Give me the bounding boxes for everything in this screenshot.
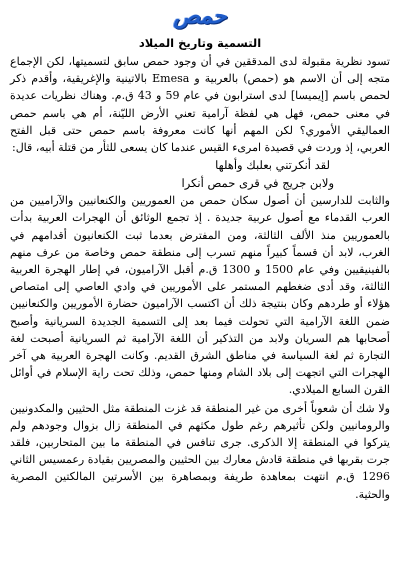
paragraph-invaders: ولا شك أن شعوباً أخرى من غير المنطقة قد غزت المنطقة مثل الحثيين والمكدونيين والرومانيين ولكن تأثيرهم رغم طول مكثهم في المنطقة زال بزوال وجودهم ولم يتركوا في المنطقة إلا الذكرى. جرى تنافس في المنطقة ما بين المتحاربين، فلقد جرت بقربها في منطقة قادش معارك بين الحثيين والمصريين بقيادة رعمسيس الثاني 1296 ق.م انتهت بمعاهدة طريفة وبمصاهرة بين الأسرتين المالكتين المصرية والحثية. bbox=[10, 401, 390, 501]
poem-verse-second: ولابن جريج في قرى حمص أنكرا bbox=[181, 176, 334, 191]
document-title: حمص bbox=[173, 4, 227, 29]
paragraph-naming: تسود نظرية مقبولة لدى المدققين في أن وجود حمص سابق لتسميتها، لكن الإجماع متجه إلى أن الاسم هو (حمص) بالعربية و Emesa بالاتينية والإغريقية، وأقدم ذكر لحمص باسم [إيميسا] لدى استرابون في عام 59 و 43 ق.م. وهناك نظريات عديدة في معنى حمص، فهل هي لفظة آرامية تعني الأرض الليّنة، أم هي باسم حمص العماليقي الأموري؟ لكن المهم أنها كانت معروفة باسم حمص حتى قبل الفتح العربي، إذ وردت في قصيدة امرىء القيس عندما كان يسعى للثأر من قتلة أبيه، قال: bbox=[10, 55, 390, 155]
poem-verse-first: لقد أنكرتني بعلبك وأهلها bbox=[215, 158, 330, 173]
paragraph-origins: والثابت للدارسين أن أصول سكان حمص من العموريين والكنعانيين والآراميين من العرب القدماء مع أصول عربية جديدة . إذ تجمع الوثائق أن الهجرات العربية بدأت بالعموريين منذ الألف الثالثة، ومن المفترض بعدما ثبت الكنعانيون أقدامهم في الغرب، لابد أن قسماً كبيراً منهم تسرب إلى منطقة حمص وخاصة من عرف منهم بالفينيقيين وفي عام 1500 و 1300 ق.م أقبل الآراميون، في إطار الهجرة العربية الثالثة، وقد أدى ضغطهم المستمر على الأموريين في وادي العاصي إلى امتصاص هؤلاء أو طردهم وكان بنتيجة ذلك أن اكتسب الآراميون حضارة الأموريين والكنعانيين ضمن اللغة الآرامية التي تحولت فيما بعد إلى التسمية الجديدة السريانية وأصبح أصحابها هم السريان ولابد من التذكير أن اللغة الآرامية ثم السريانية أصبحت لغة التجارة ثم لغة السياسة في مناطق الشرق القديم. وكانت الهجرة العربية هي آخر الهجرات التي اتجهت إلى بلاد الشام ومنها حمص، وذلك تحت راية الإسلام في أوائل القرن السابع الميلادي. bbox=[10, 194, 390, 397]
section-subtitle: التسمية وتاريخ الميلاد bbox=[138, 36, 262, 50]
